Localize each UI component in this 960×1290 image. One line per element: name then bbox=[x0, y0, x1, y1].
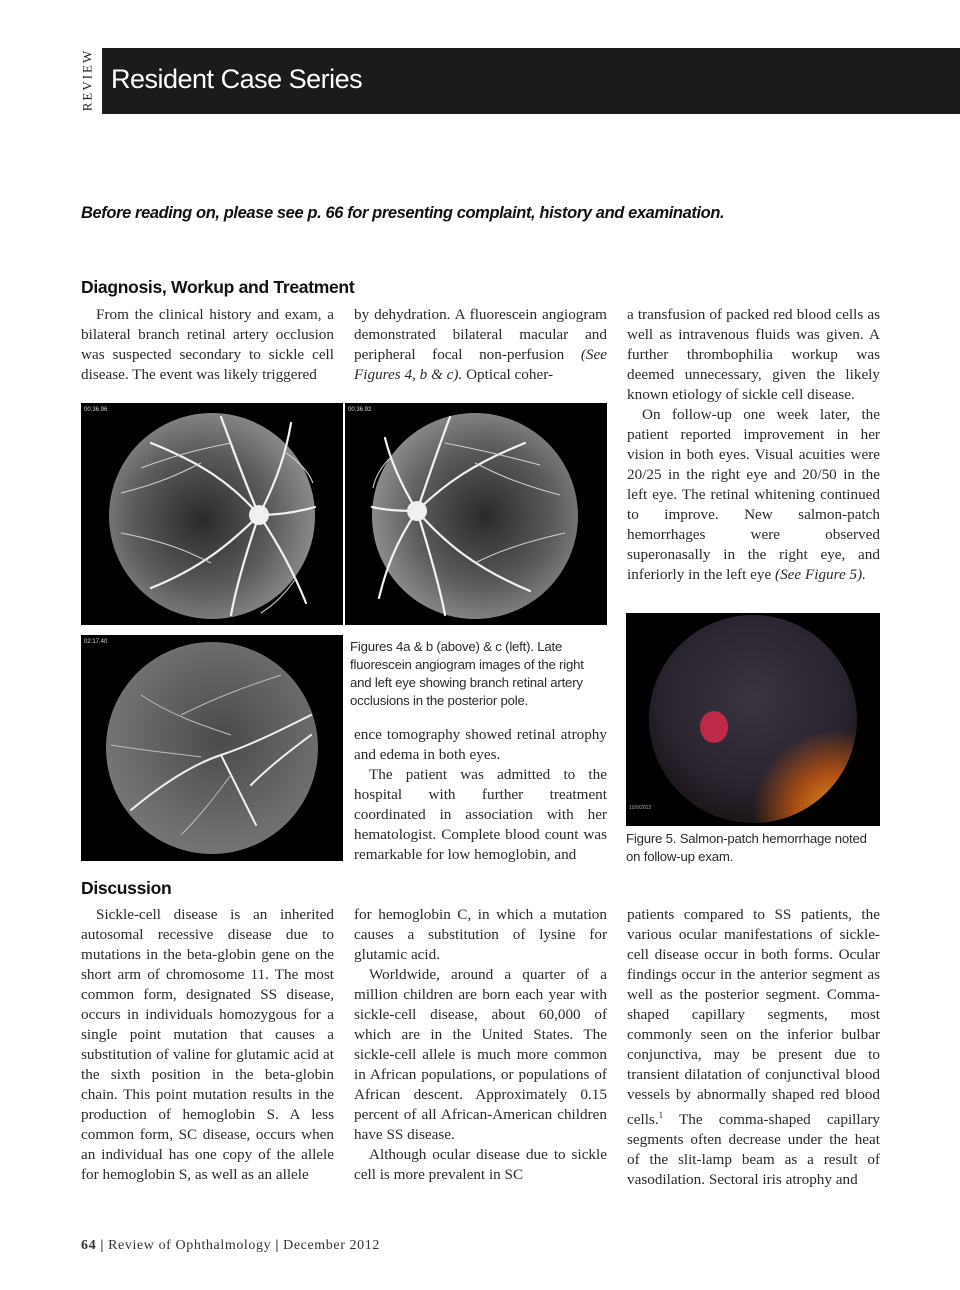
paragraph: From the clinical history and exam, a bilateral branch retinal artery occlusion was suspected secondary to sickle cell disease. The event was likely triggered bbox=[81, 306, 334, 383]
diagnosis-column-2 bbox=[354, 305, 607, 385]
paragraph: patients compared to SS patients, the various ocular manifestations of sickle-cell disease occur in both forms. Ocular findings occur in the anterior segment as well as the posterior segment. Comma-shaped capillary segments, most commonly seen on the inferior bulbar conjunctiva, may be present due to transient dilatation of conjunctival blood vessels by abnormally shaped red blood cells.$^1$ The comma-shaped capillary segments often decrease under the heat of the slit-lamp beam as a result of vasodilation. Sectoral iris atrophy and bbox=[627, 906, 880, 1189]
figure-5-fundus-photo bbox=[626, 613, 880, 826]
figure-4-caption: Figures 4a & b (above) & c (left). Late fluorescein angiogram images of the right and left eye showing branch retinal artery occlusions in the posterior pole. bbox=[350, 639, 584, 708]
section-side-label bbox=[78, 48, 98, 116]
figure-4a-angiogram bbox=[81, 403, 343, 625]
paragraph: for hemoglobin C, in which a mutation causes a substitution of lysine for glutamic acid. bbox=[354, 906, 607, 963]
citation-superscript: 1 bbox=[658, 1110, 664, 1120]
diagnosis-column-3 bbox=[627, 305, 880, 585]
figure-reference: (See Figure 5). bbox=[775, 566, 866, 583]
intro-note: Before reading on, please see p. 66 for presenting complaint, history and examination. bbox=[81, 204, 725, 222]
page-number: 64 bbox=[81, 1238, 97, 1253]
paragraph: Although ocular disease due to sickle cell is more prevalent in SC bbox=[354, 1146, 607, 1183]
paragraph: a transfusion of packed red blood cells as well as intravenous fluids was given. A further thrombophilia workup was deemed unnecessary, given the likely known etiology of sickle cell disease. bbox=[627, 306, 880, 403]
paragraph: The patient was admitted to the hospital with further treatment coordinated in association with her hematologist. Complete blood count was remarkable for low hemoglobin, and bbox=[354, 766, 607, 863]
section-heading-diagnosis: Diagnosis, Workup and Treatment bbox=[81, 277, 355, 297]
header-bar bbox=[102, 48, 960, 114]
discussion-column-2 bbox=[354, 905, 607, 1185]
discussion-column-1 bbox=[81, 905, 334, 1185]
paragraph: ence tomography showed retinal atrophy and edema in both eyes. bbox=[354, 726, 607, 763]
svg-text:00:36.92: 00:36.92 bbox=[348, 407, 372, 413]
paragraph: Sickle-cell disease is an inherited autosomal recessive disease due to mutations in the beta-globin gene on the short arm of chromosome 11. The most common form, designated SS disease, occurs in individuals homozygous for a single point mutation that causes a substitution of valine for glutamic acid at the sixth position in the beta-globin chain. This point mutation results in the production of hemoglobin S. A less common form, SC disease, occurs when an individual has one copy of the allele for hemoglobin S, as well as an allele bbox=[81, 906, 334, 1183]
paragraph: by dehydration. A fluorescein angiogram demonstrated bilateral macular and peripheral focal non-perfusion (See Figures 4, b & c). Optical coher- bbox=[354, 306, 607, 383]
paragraph: Worldwide, around a quarter of a million children are born each year with sickle-cell disease, about 60,000 of which are in the United States. The sickle-cell allele is much more common in African populations, or populations of African descent. Approximately 0.15 percent of all African-American children have SS disease. bbox=[354, 966, 607, 1143]
paragraph: On follow-up one week later, the patient reported improvement in her vision in both eyes. Visual acuities were 20/25 in the right eye and 20/50 in the left eye. The retinal whitening continued to improve. New salmon-patch hemorrhages were observed superonasally in the right eye, and inferiorly in the left eye (See Figure 5). bbox=[627, 406, 880, 583]
figure-5-caption: Figure 5. Salmon-patch hemorrhage noted on follow-up exam. bbox=[626, 831, 867, 864]
page-title: Resident Case Series bbox=[111, 64, 363, 94]
discussion-column-3 bbox=[627, 905, 880, 1190]
diagnosis-column-1 bbox=[81, 305, 334, 385]
section-heading-discussion: Discussion bbox=[81, 878, 172, 898]
figure-4b-angiogram bbox=[345, 403, 607, 625]
svg-text:00:36.96: 00:36.96 bbox=[84, 407, 108, 413]
issue-date: December 2012 bbox=[283, 1238, 380, 1253]
figure-reference: (See Figures 4, b & c). bbox=[354, 346, 607, 383]
page-footer: 64 | Review of Ophthalmology | December 2012 bbox=[81, 1238, 380, 1253]
journal-name: Review of Ophthalmology bbox=[108, 1238, 272, 1253]
side-label-text: REVIEW bbox=[79, 48, 95, 112]
diagnosis-column-2-continued bbox=[354, 725, 607, 865]
svg-text:10/9/2012: 10/9/2012 bbox=[629, 805, 652, 811]
svg-text:02:17.40: 02:17.40 bbox=[84, 639, 108, 645]
figure-4c-angiogram bbox=[81, 635, 343, 861]
